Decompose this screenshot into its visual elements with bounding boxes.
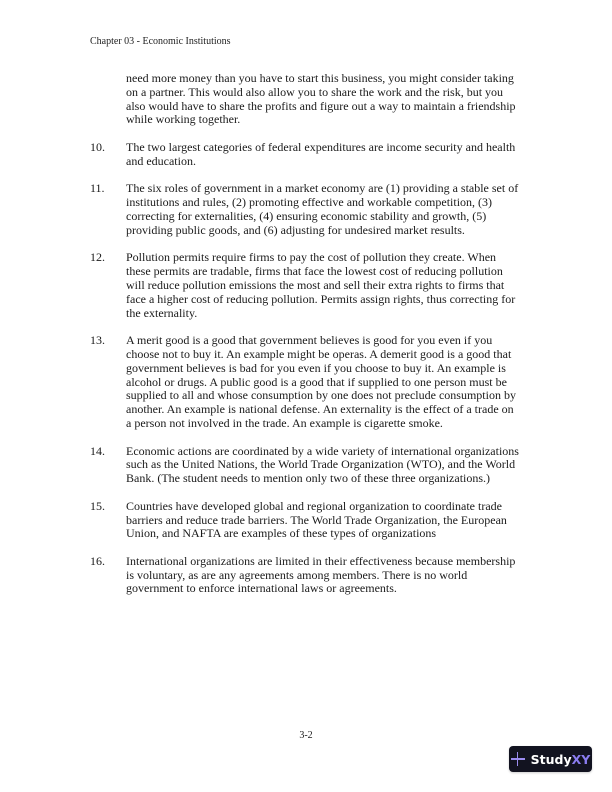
answer-item-10 [90, 141, 520, 169]
answer-item-14 [90, 445, 520, 486]
continued-paragraph: need more money than you have to start this business, you might consider taking on a partner. This would also allow you to share the work and the risk, but you also would have to share the profits and figure out a way to maintain a friendship while working together. [126, 71, 516, 127]
item-text: Countries have developed global and regional organization to coordinate trade barriers and reduce trade barriers. The World Trade Organization, the European Union, and NAFTA are examples of these types of organizations [126, 498, 507, 541]
answer-list [90, 72, 520, 610]
item-number: 12. [90, 250, 105, 265]
brand-primary: Study [530, 751, 572, 767]
answer-item-13 [90, 334, 520, 431]
answer-item-16 [90, 555, 520, 596]
item-text: International organizations are limited in their effectiveness because membership is voluntary, as are any agreements among members. There is no world government to enforce international laws or agreements. [126, 553, 516, 596]
item-number: 10. [90, 139, 105, 154]
item-number: 13. [90, 333, 105, 348]
item-number: 11. [90, 181, 105, 196]
answer-item-11 [90, 182, 520, 237]
brand-accent: XY [571, 751, 591, 767]
studyxy-badge[interactable] [509, 746, 592, 772]
item-text: Economic actions are coordinated by a wide variety of international organizations such as the United Nations, the World Trade Organization (WTO), and the World Bank. (The student needs to mention only two of these three organizations.) [126, 443, 519, 486]
item-text: The six roles of government in a market economy are (1) providing a stable set of institutions and rules, (2) promoting effective and workable competition, (3) correcting for externalities, (4) ensuring economic stability and growth, (5) providing public goods, and (6) adjusting for undesired market results. [126, 181, 519, 237]
item-number: 14. [90, 443, 105, 458]
item-number: 15. [90, 498, 105, 513]
item-text: Pollution permits require firms to pay the cost of pollution they create. When these permits are tradable, firms that face the lowest cost of reducing pollution will reduce pollution emissions the most and sell their extra rights to firms that face a higher cost of reducing pollution. Permits assign rights, thus correcting for the externality. [126, 250, 516, 320]
answer-item-12 [90, 251, 520, 320]
plus-icon [511, 752, 525, 766]
page-number: 3-2 [299, 730, 313, 741]
item-text: A merit good is a good that government believes is good for you even if you choose not to buy it. An example might be operas. A demerit good is a good that government believes is bad for you even if you choose to buy it. An example is alcohol or drugs. A public good is a good that if supplied to one person must be supplied to all and whose consumption by one does not preclude consumption by another. An example is national defense. An externality is the effect of a trade on a person not involved in the trade. An example is cigarette smoke. [126, 333, 516, 430]
answer-item-15 [90, 500, 520, 541]
running-header: Chapter 03 - Economic Institutions [90, 36, 231, 47]
item-text: The two largest categories of federal expenditures are income security and health and education. [126, 139, 516, 168]
item-number: 16. [90, 553, 105, 568]
